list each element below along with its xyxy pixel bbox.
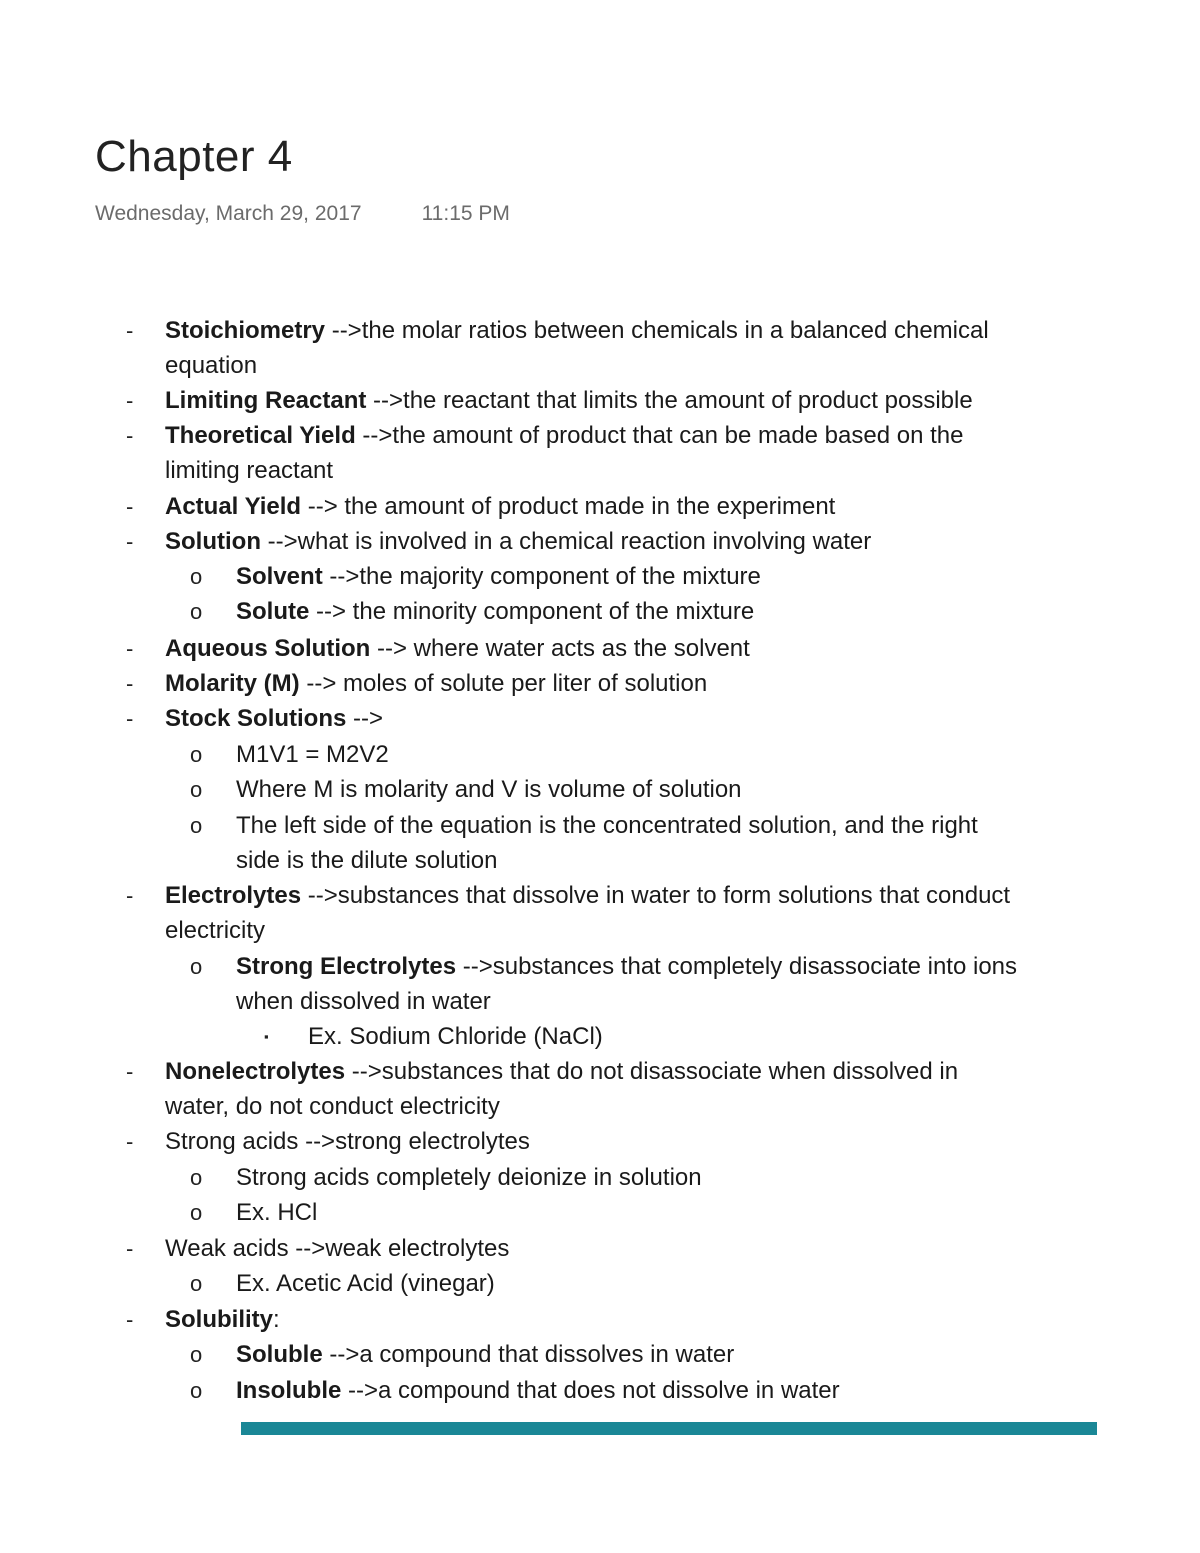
definition: -->substances that dissolve in water to form solutions that conduct bbox=[301, 882, 1011, 909]
circle-bullet: o bbox=[190, 742, 203, 767]
definition: -->substances that completely disassociate into ions bbox=[456, 953, 1018, 980]
dash-bullet: - bbox=[126, 1129, 134, 1154]
list-item-continued: water, do not conduct electricity bbox=[165, 1093, 500, 1120]
term: Strong Electrolytes bbox=[236, 953, 457, 980]
term: Soluble bbox=[236, 1341, 323, 1368]
circle-bullet: o bbox=[190, 1378, 203, 1403]
dash-bullet: - bbox=[126, 388, 134, 413]
definition: -->the amount of product that can be made based on the bbox=[355, 422, 964, 449]
page-title: Chapter 4 bbox=[95, 132, 293, 181]
dash-bullet: - bbox=[126, 529, 134, 554]
dash-bullet: - bbox=[126, 318, 134, 343]
definition: -->what is involved in a chemical reaction involving water bbox=[260, 528, 872, 555]
list-item bbox=[165, 489, 835, 524]
list-item-continued: when dissolved in water bbox=[236, 988, 491, 1015]
list-item bbox=[165, 524, 871, 559]
circle-bullet: o bbox=[190, 777, 203, 802]
definition: --> the minority component of the mixture bbox=[309, 598, 755, 625]
list-item: The left side of the equation is the concentrated solution, and the right bbox=[236, 812, 978, 839]
list-item bbox=[165, 418, 963, 453]
list-item: Strong acids completely deionize in solution bbox=[236, 1164, 702, 1191]
term: Solvent bbox=[236, 563, 323, 590]
circle-bullet: o bbox=[190, 1165, 203, 1190]
term: Aqueous Solution bbox=[165, 635, 371, 662]
definition: -->the majority component of the mixture bbox=[322, 563, 761, 590]
definition: -->a compound that dissolves in water bbox=[322, 1341, 735, 1368]
page-time: 11:15 PM bbox=[421, 202, 510, 225]
page-meta bbox=[95, 202, 510, 226]
dash-bullet: - bbox=[126, 494, 134, 519]
definition: -->a compound that does not dissolve in water bbox=[341, 1377, 840, 1404]
circle-bullet: o bbox=[190, 1200, 203, 1225]
dash-bullet: - bbox=[126, 706, 134, 731]
circle-bullet: o bbox=[190, 954, 203, 979]
list-item bbox=[165, 631, 750, 666]
circle-bullet: o bbox=[190, 1271, 203, 1296]
circle-bullet: o bbox=[190, 1342, 203, 1367]
list-item: Where M is molarity and V is volume of solution bbox=[236, 776, 742, 803]
term: Actual Yield bbox=[165, 493, 302, 520]
circle-bullet: o bbox=[190, 564, 203, 589]
definition: --> moles of solute per liter of solution bbox=[299, 670, 708, 697]
dash-bullet: - bbox=[126, 883, 134, 908]
term: Limiting Reactant bbox=[165, 387, 367, 414]
list-item bbox=[165, 313, 989, 348]
circle-bullet: o bbox=[190, 599, 203, 624]
list-item bbox=[165, 878, 1010, 913]
list-item-continued: side is the dilute solution bbox=[236, 847, 498, 874]
list-item: Ex. Acetic Acid (vinegar) bbox=[236, 1270, 495, 1297]
footer-accent-bar bbox=[241, 1422, 1097, 1435]
definition: --> where water acts as the solvent bbox=[370, 635, 750, 662]
list-item bbox=[236, 1373, 840, 1408]
list-item bbox=[165, 666, 707, 701]
list-item bbox=[236, 559, 761, 594]
term: Electrolytes bbox=[165, 882, 302, 909]
term: Solute bbox=[236, 598, 310, 625]
term: Solution bbox=[165, 528, 261, 555]
term: Insoluble bbox=[236, 1377, 342, 1404]
term: Nonelectrolytes bbox=[165, 1058, 346, 1085]
circle-bullet: o bbox=[190, 813, 203, 838]
term: Molarity (M) bbox=[165, 670, 300, 697]
list-item bbox=[165, 383, 973, 418]
dash-bullet: - bbox=[126, 423, 134, 448]
list-item: Ex. Sodium Chloride (NaCl) bbox=[308, 1023, 603, 1050]
term: Solubility bbox=[165, 1306, 273, 1333]
list-item bbox=[165, 701, 383, 736]
list-item: M1V1 = M2V2 bbox=[236, 741, 389, 768]
list-item: Ex. HCl bbox=[236, 1199, 318, 1226]
definition: --> the amount of product made in the experiment bbox=[301, 493, 836, 520]
dash-bullet: - bbox=[126, 1059, 134, 1084]
dash-bullet: - bbox=[126, 671, 134, 696]
definition: --> bbox=[346, 705, 384, 732]
list-item-continued: equation bbox=[165, 352, 258, 379]
list-item: Weak acids -->weak electrolytes bbox=[165, 1235, 510, 1262]
dash-bullet: - bbox=[126, 636, 134, 661]
list-item-continued: electricity bbox=[165, 917, 266, 944]
list-item bbox=[236, 949, 1017, 984]
definition: -->the reactant that limits the amount of product possible bbox=[366, 387, 973, 414]
dash-bullet: - bbox=[126, 1236, 134, 1261]
list-item bbox=[165, 1302, 280, 1337]
term: Theoretical Yield bbox=[165, 422, 356, 449]
list-item bbox=[236, 1337, 734, 1372]
definition: -->the molar ratios between chemicals in a balanced chemical bbox=[325, 317, 989, 344]
term: Stoichiometry bbox=[165, 317, 326, 344]
definition: : bbox=[273, 1306, 280, 1333]
list-item bbox=[165, 1054, 958, 1089]
list-item: Strong acids -->strong electrolytes bbox=[165, 1128, 530, 1155]
list-item-continued: limiting reactant bbox=[165, 457, 334, 484]
list-item bbox=[236, 594, 754, 629]
square-bullet: ▪ bbox=[264, 1029, 269, 1044]
page-date: Wednesday, March 29, 2017 bbox=[95, 202, 362, 225]
term: Stock Solutions bbox=[165, 705, 347, 732]
definition: -->substances that do not disassociate when dissolved in bbox=[345, 1058, 959, 1085]
dash-bullet: - bbox=[126, 1307, 134, 1332]
